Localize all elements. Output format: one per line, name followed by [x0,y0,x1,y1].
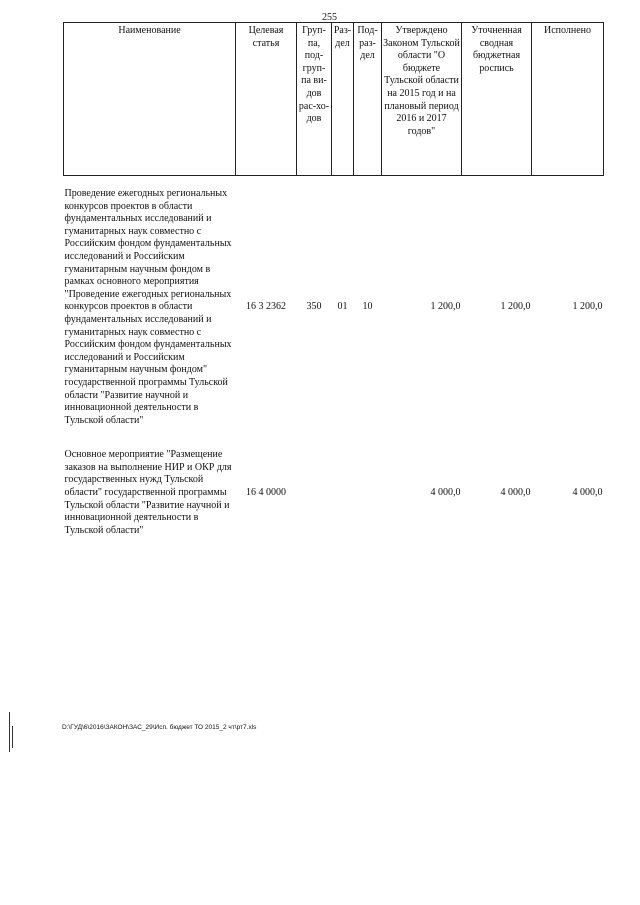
budget-execution-table [63,22,604,537]
row-expense-group [297,449,332,537]
row-section: 01 [337,301,348,313]
row-subsection [354,449,382,537]
header-section: Раз-дел [332,23,354,176]
header-target-article: Целевая статья [236,23,297,176]
row-approved: 1 200,0 [430,301,461,313]
row-executed: 4 000,0 [572,487,603,499]
row-target-article: 16 4 0000 [246,487,286,499]
header-expense-group: Груп-па, под-груп-па ви-дов рас-хо-дов [297,23,332,176]
table-row [64,188,604,427]
row-refined: 1 200,0 [500,301,531,313]
row-subsection: 10 [362,301,373,313]
header-approved: Утверждено Законом Тульской области "О бюджете Тульской области на 2015 год и на плановый период 2016 и 2017 годов" [382,23,462,176]
table-header-row [64,23,604,176]
scan-margin-mark [12,726,13,748]
spacer-row [64,427,604,449]
row-name: Основное мероприятие "Размещение заказов на выполнение НИР и ОКР для государственных нужд Тульской области" государственной программы Тульской области "Развитие научной и инновационной деятельности в Тульской области" [64,449,232,536]
scan-margin-mark [9,712,10,752]
row-name: Проведение ежегодных региональных конкурсов проектов в области фундаментальных исследований и гуманитарных наук совместно с Российским фондом фундаментальных исследований и Российским гуманитарным научным фондом в рамках основного мероприятия "Проведение ежегодных региональных конкурсов проектов в области фундаментальных исследований и гуманитарных наук совместно с Российским фондом фундаментальных исследований и Российским гуманитарным научным фондом" государственной программы Тульской области "Развитие научной и инновационной деятельности в Тульской области" [64,188,232,426]
header-executed: Исполнено [532,23,604,176]
row-target-article: 16 3 2362 [246,301,286,313]
page-number: 255 [322,12,337,23]
file-path-footer: D:\ГУД\6\2016\ЗАКОН\ЗАС_29\Исп. бюджет ТО 2015_2 чт\рт7.xls [62,724,257,731]
row-refined: 4 000,0 [500,487,531,499]
row-approved: 4 000,0 [430,487,461,499]
row-executed: 1 200,0 [572,301,603,313]
row-expense-group: 350 [306,301,322,313]
header-subsection: Под-раз-дел [354,23,382,176]
spacer-row [64,176,604,189]
header-name: Наименование [64,23,236,176]
table-row [64,449,604,537]
row-section [332,449,354,537]
header-refined: Уточненная сводная бюджетная роспись [462,23,532,176]
